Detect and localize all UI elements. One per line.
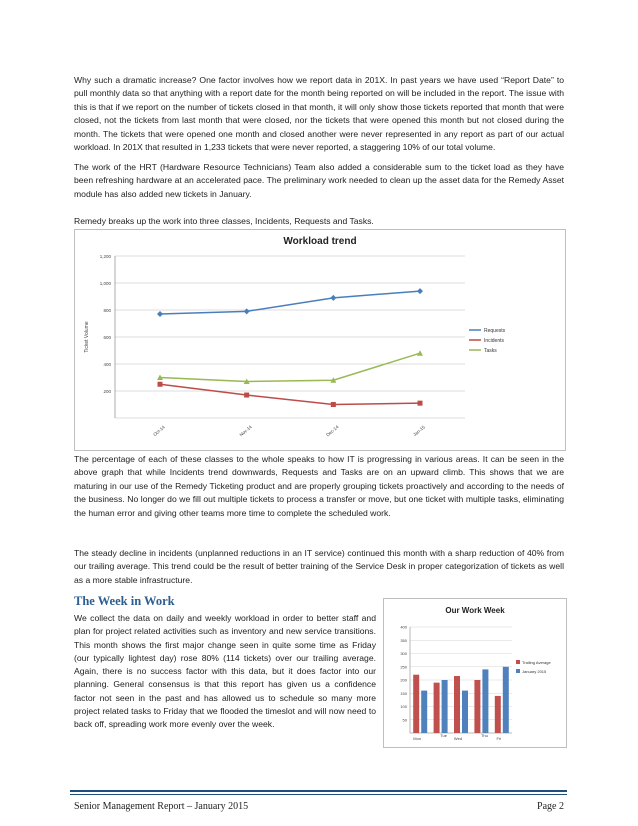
series-line-requests	[160, 291, 420, 314]
section-heading: The Week in Work	[74, 594, 175, 608]
data-point-requests	[330, 295, 336, 301]
legend-label: Tasks	[484, 348, 497, 354]
footer-page-number: Page 2	[537, 801, 564, 812]
paragraph-hrt-team: The work of the HRT (Hardware Resource Technicians) Team also added a considerable sum to the ticket load as they have been refreshing hardware at an accelerated pace. The preliminary work needed to clean up the asset data for the Remedy Asset module has also added new tickets in January.	[74, 162, 564, 199]
bar-trailing-average	[454, 676, 460, 733]
legend-swatch	[516, 660, 520, 664]
y-tick-label: 150	[400, 690, 407, 696]
y-tick-label: 300	[400, 651, 407, 656]
y-tick-label: 400	[400, 624, 407, 630]
workload-trend-svg	[75, 230, 565, 450]
x-tick-label: Fri	[496, 736, 502, 741]
y-tick-label: 400	[103, 362, 111, 367]
data-point-incidents	[418, 401, 423, 406]
work-week-svg	[384, 599, 566, 747]
data-point-incidents	[158, 382, 163, 387]
y-tick-label: 100	[400, 704, 407, 709]
y-tick-label: 600	[103, 335, 111, 340]
data-point-requests	[157, 311, 163, 317]
y-tick-label: 350	[400, 637, 407, 643]
y-tick-label: 200	[103, 389, 111, 394]
footer-report-title: Senior Management Report – January 2015	[74, 801, 249, 812]
y-tick-label: 1,000	[99, 281, 111, 286]
data-point-incidents	[244, 393, 249, 398]
bar-january-2015	[482, 669, 488, 733]
y-axis-label: Ticket Volume	[84, 321, 90, 353]
x-tick-label: Wed	[453, 736, 463, 741]
series-line-incidents	[160, 384, 420, 404]
y-tick-label: 250	[400, 664, 407, 670]
work-week-chart	[383, 598, 567, 748]
bar-trailing-average	[434, 683, 440, 733]
footer-rule-top	[70, 790, 567, 792]
bar-january-2015	[503, 667, 509, 733]
bar-january-2015	[462, 691, 468, 733]
workload-trend-chart	[74, 229, 566, 451]
x-tick-label: Tue	[440, 733, 447, 738]
x-tick-label: Mon	[413, 736, 422, 741]
footer-rule-bottom	[70, 794, 567, 795]
x-tick-label: Jan-15	[412, 424, 426, 438]
paragraph-class-percentages: The percentage of each of these classes to the whole speaks to how IT is progressing in various areas. It can be seen in the above graph that while Incidents trend downwards, Requests and Tasks are on an upward climb. This shows that we are maturing in our use of the Remedy Ticketing product and are properly grouping tickets proactively and according to the needs of the business. No longer do we fill out multiple tickets to process a transfer or move, but one ticket with multiple tasks, eliminating the human error and giving other teams more time to complete the scheduled work.	[74, 454, 564, 518]
data-point-incidents	[331, 402, 336, 407]
legend-label: January 2015	[522, 669, 547, 674]
legend-label: Requests	[484, 328, 506, 334]
y-tick-label: 200	[400, 677, 407, 683]
bar-trailing-average	[495, 696, 501, 733]
x-tick-label: Oct-14	[152, 424, 166, 438]
legend-label: Trailing Average	[522, 660, 551, 665]
bar-trailing-average	[474, 680, 480, 733]
legend-swatch	[516, 669, 520, 673]
series-line-tasks	[160, 353, 420, 381]
chart-title: Workload trend	[283, 236, 357, 247]
x-tick-label: Dec-14	[325, 424, 340, 438]
paragraph-week-in-work: We collect the data on daily and weekly workload in order to better staff and plan for project related activities such as inventory and new service transitions. This month shows the first major change seen in quite some time as Friday (our typically lightest day) rose 80% (114 tickets) over our trailing average. Again, there is no success factor with this data, but it does factor into our planning. General consensus is that this report has given us a confidence factor not seen in the past and has allowed us to schedule so many more project related tasks to Friday that we flooded the timeslot and will now need to back off, spreading work more evenly over the week.	[74, 613, 376, 730]
y-tick-label: 50	[402, 717, 407, 723]
data-point-requests	[244, 308, 250, 314]
chart-title: Our Work Week	[445, 606, 505, 615]
bar-january-2015	[442, 680, 448, 733]
paragraph-remedy-classes: Remedy breaks up the work into three classes, Incidents, Requests and Tasks.	[74, 216, 374, 226]
data-point-tasks	[417, 350, 423, 356]
paragraph-incident-decline: The steady decline in incidents (unplanned reductions in an IT service) continued this month with a sharp reduction of 40% from our trailing average. This trend could be the result of better training of the Service Desk in proper categorization of tickets as well as a more stable infrastructure.	[74, 548, 564, 585]
paragraph-report-date: Why such a dramatic increase? One factor involves how we report data in 201X. In past years we have used “Report Date” to pull monthly data so that anything with a report date for the month being reported on will be included in the report. The issue with this is that if we report on the number of tickets closed in that month, it will only show those tickets reported that month that were closed, not the tickets from last month that were closed, nor the tickets that were opened this month but not closed during the month. The tickets that were opened one month and closed another were never represented in any report as part of our actual workload. In 201X that resulted in 1,233 tickets that were never reported, a staggering 10% of our total volume.	[74, 75, 564, 153]
x-tick-label: Nov-14	[238, 424, 253, 438]
bar-january-2015	[421, 691, 427, 733]
legend-label: Incidents	[484, 338, 505, 344]
bar-trailing-average	[413, 675, 419, 733]
y-tick-label: 1,200	[99, 254, 111, 259]
y-tick-label: 800	[103, 308, 111, 313]
x-tick-label: Thu	[480, 733, 488, 738]
data-point-requests	[417, 288, 423, 294]
